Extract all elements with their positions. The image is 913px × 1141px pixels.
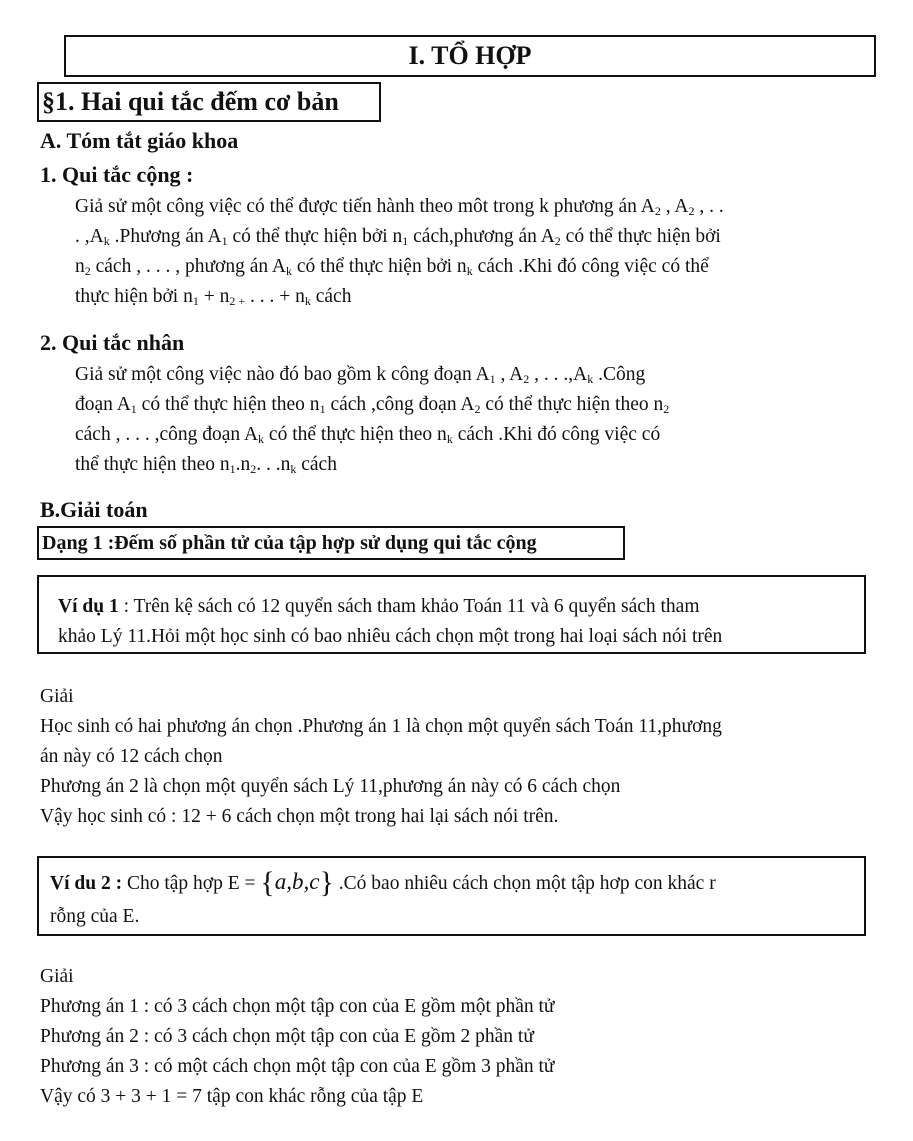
solution2-line2: Phương án 2 : có 3 cách chọn một tập con của E gồm 2 phần tử — [40, 1026, 534, 1047]
rule1-line3: $n_2$ cách , . . . , phương án $A_k$ có thể thực hiện bởi $n_k$ cách .Khi đó công việc có thể — [75, 256, 709, 278]
section-title: §1. Hai qui tắc đếm cơ bản — [37, 82, 381, 122]
part-a-heading: A. Tóm tắt giáo khoa — [40, 128, 239, 153]
rule1-line2: . $,A_k$ .Phương án $A_1$ có thể thực hiện bởi $n_1$ cách,phương án $A_2$ có thể thực hiện bởi — [75, 226, 721, 248]
rule2-line4: thể thực hiện theo $n_1.n_2$. . $.n_k$ cách — [75, 454, 337, 476]
example1-label: Ví dụ 1 — [58, 596, 119, 617]
example2-line1: Ví du 2 : Cho tập hợp E = {a,b,c} .Có bao nhiêu cách chọn một tập hơp con khác r — [50, 866, 716, 899]
example1-line2: khảo Lý 11.Hỏi một học sinh có bao nhiêu cách chọn một trong hai loại sách nói trên — [58, 626, 723, 647]
part-b-heading: B.Giải toán — [40, 497, 148, 522]
solution2-label: Giải — [40, 966, 74, 987]
solution1-line2: án này có 12 cách chọn — [40, 746, 223, 767]
rule1-heading: 1. Qui tắc cộng : — [40, 162, 194, 187]
solution2-line1: Phương án 1 : có 3 cách chọn một tập con của E gồm một phần tử — [40, 996, 555, 1017]
solution2-line4: Vậy có 3 + 3 + 1 = 7 tập con khác rỗng của tập E — [40, 1086, 424, 1107]
rule2-line2: đoạn $A_1$ có thể thực hiện theo $n_1$ cách ,công đoạn $A_2$ có thể thực hiện theo $n_2$ — [75, 394, 670, 416]
dang1-title: Dạng 1 :Đếm số phần tử của tập hợp sử dụng qui tắc cộng — [37, 526, 625, 560]
rule1-line1: Giả sử một công việc có thể được tiến hành theo môt trong k phương án $A_2$ , $A_2$ , . . — [75, 196, 724, 218]
example2-line2: rỗng của E. — [50, 906, 140, 927]
solution1-line1: Học sinh có hai phương án chọn .Phương án 1 là chọn một quyển sách Toán 11,phương — [40, 716, 722, 737]
example1-line1: Ví dụ 1 : Trên kệ sách có 12 quyển sách tham khảo Toán 11 và 6 quyển sách tham — [58, 596, 700, 617]
solution1-label: Giải — [40, 686, 74, 707]
rule2-heading: 2. Qui tắc nhân — [40, 330, 185, 355]
solution2-line3: Phương án 3 : có một cách chọn một tập con của E gồm 3 phần tử — [40, 1056, 555, 1077]
rule2-line3: cách , . . . ,công đoạn $A_k$ có thể thực hiện theo $n_k$ cách .Khi đó công việc có — [75, 424, 661, 446]
solution1-line3: Phương án 2 là chọn một quyển sách Lý 11,phương án này có 6 cách chọn — [40, 776, 621, 797]
example2-label: Ví du 2 : — [50, 873, 123, 894]
solution1-line4: Vậy học sinh có : 12 + 6 cách chọn một trong hai lại sách nói trên. — [40, 806, 559, 827]
chapter-title: I. TỔ HỢP — [64, 35, 876, 77]
rule1-line4: thực hiện bởi $n_1 + n_{2 +}$ . . . + $n_k$ cách — [75, 286, 352, 308]
set-expression: {a,b,c} — [260, 866, 334, 899]
rule2-line1: Giả sử một công việc nào đó bao gồm k công đoạn $A_1$ , $A_2$ , . . $.,A_k$ .Công — [75, 364, 646, 386]
